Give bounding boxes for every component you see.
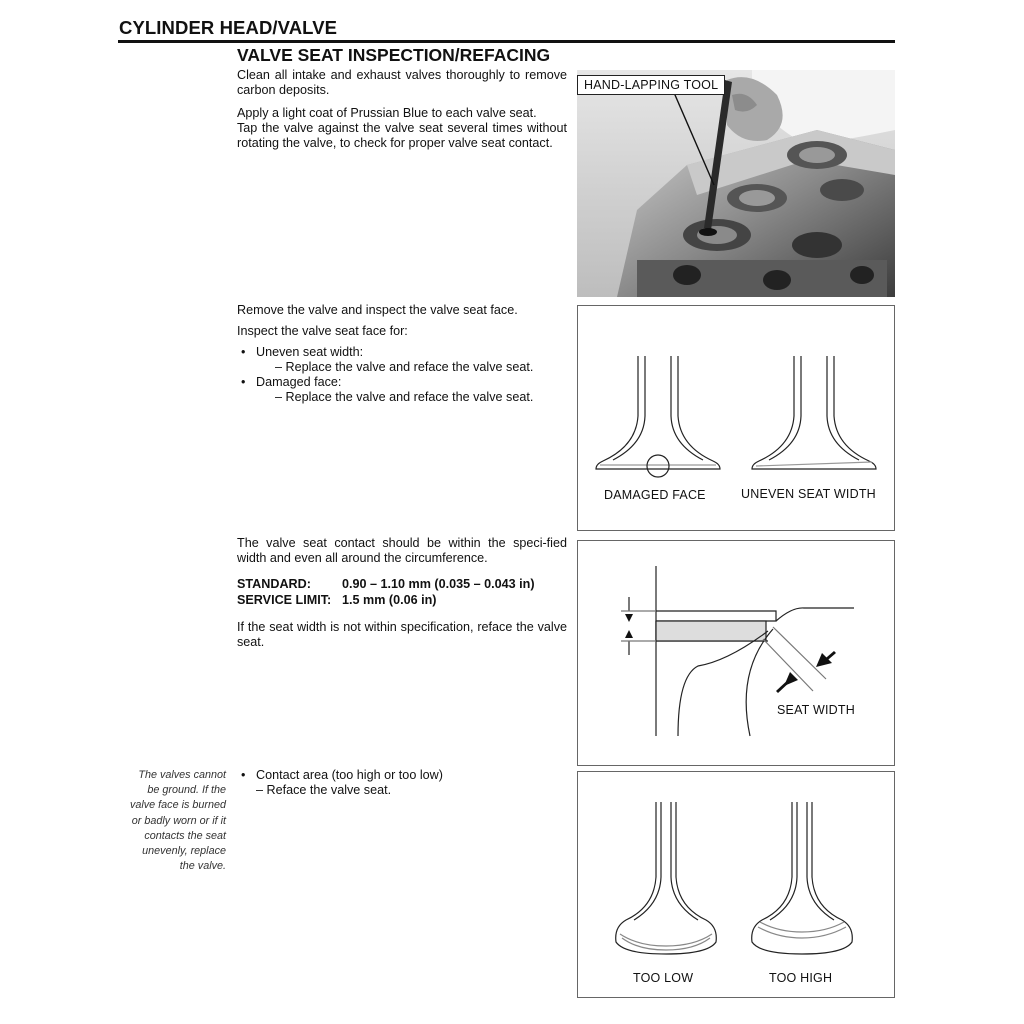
spec-limit-label: SERVICE LIMIT: (237, 592, 332, 607)
list-item-action: – Replace the valve and reface the valve seat. (275, 390, 534, 404)
list-item-uneven (237, 345, 572, 375)
header-rule (118, 40, 895, 43)
side-note-line: The valves cannot (138, 769, 226, 781)
inspect-list (237, 345, 572, 405)
inspect-text (237, 303, 572, 405)
intro-text (237, 68, 567, 159)
section-header: CYLINDER HEAD/VALVE (119, 17, 338, 38)
valve-drawing-too-high (752, 802, 853, 954)
contact-area-text (237, 768, 557, 798)
valve-drawing-too-low (616, 802, 717, 954)
list-item-contact-area: • Contact area (too high or too low) (237, 768, 557, 783)
spec-block (237, 577, 535, 608)
list-item-action: – Replace the valve and reface the valve seat. (275, 360, 534, 374)
figure-valve-face-defects (577, 305, 895, 531)
list-item-label: • Uneven seat width: (256, 345, 364, 359)
spec-service-limit (237, 593, 535, 609)
photo-label-hand-lapping-tool: HAND-LAPPING TOOL (577, 75, 725, 95)
spec-standard (237, 577, 535, 593)
spec-standard-value: 0.90 – 1.10 mm (0.035 – 0.043 in) (342, 577, 535, 591)
figure-contact-area (577, 771, 895, 998)
figure-seat-width (577, 540, 895, 766)
reface-paragraph: If the seat width is not within specification, reface the valve seat. (237, 620, 567, 649)
figure-label-uneven-seat-width: UNEVEN SEAT WIDTH (741, 487, 876, 501)
figure-label-too-high: TOO HIGH (769, 971, 833, 985)
side-note-line: valve face is burned (129, 799, 226, 812)
side-note-line: the valve. (179, 860, 226, 873)
intro-paragraph-prussian-blue: Apply a light coat of Prussian Blue to each valve seat. (237, 106, 537, 120)
hand-lapping-photo (577, 70, 895, 297)
contact-paragraph: The valve seat contact should be within the speci-fied width and even all around the circumference. (237, 536, 567, 565)
side-note-line: be ground. If the (147, 784, 226, 797)
intro-paragraph-clean: Clean all intake and exhaust valves thoroughly to remove carbon deposits. (237, 68, 567, 97)
inspect-paragraph-remove: Remove the valve and inspect the valve seat face. (237, 303, 518, 317)
valve-drawing-damaged (596, 356, 720, 477)
side-note-line: or badly worn or if it (131, 814, 226, 827)
spec-limit-value: 1.5 mm (0.06 in) (342, 592, 437, 607)
figure-label-seat-width: SEAT WIDTH (777, 703, 855, 717)
side-note-line: contacts the seat (144, 829, 226, 842)
valve-drawing-uneven (752, 356, 876, 469)
figure-label-too-low: TOO LOW (633, 971, 694, 985)
list-item-damaged (237, 375, 572, 405)
side-note (110, 768, 226, 874)
page-title: VALVE SEAT INSPECTION/REFACING (237, 45, 551, 65)
side-note-line: unevenly, replace (142, 845, 226, 858)
inspect-paragraph-for: Inspect the valve seat face for: (237, 324, 408, 338)
intro-paragraph-tap: Tap the valve against the valve seat several times without rotating the valve, to check for proper valve seat contact. (237, 121, 567, 150)
list-item-label: • Damaged face: (256, 375, 342, 389)
list-item-action: – Reface the valve seat. (256, 783, 392, 797)
spec-standard-label: STANDARD: (237, 577, 311, 591)
figure-label-damaged-face: DAMAGED FACE (604, 488, 706, 502)
